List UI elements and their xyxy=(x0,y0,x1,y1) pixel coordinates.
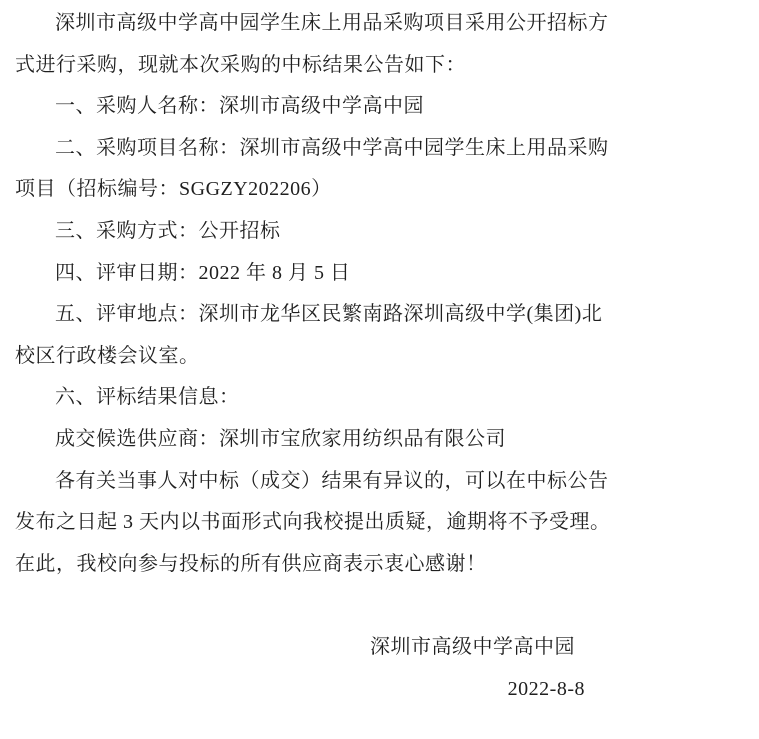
document-line: 深圳市高级中学高中园学生床上用品采购项目采用公开招标方 xyxy=(55,12,609,34)
document-line-thanks: 在此，我校向参与投标的所有供应商表示衷心感谢！ xyxy=(15,552,487,575)
document-line-objection: 各有关当事人对中标（成交）结果有异议的，可以在中标公告 xyxy=(55,469,609,492)
document-line-review-date: 四、评审日期：2022 年 8 月 5 日 xyxy=(55,261,351,284)
document-line-result-heading: 六、评标结果信息： xyxy=(55,386,240,409)
document-body xyxy=(0,3,759,710)
document-line-purchaser: 一、采购人名称：深圳市高级中学高中园 xyxy=(55,95,424,118)
document-line-bid-number: 项目（招标编号：SGGZY202206） xyxy=(15,178,332,201)
document-line: 发布之日起 3 天内以书面形式向我校提出质疑，逾期将不予受理。 xyxy=(15,511,611,534)
document-line: 式进行采购，现就本次采购的中标结果公告如下： xyxy=(15,53,466,76)
document-line-method: 三、采购方式：公开招标 xyxy=(55,219,281,242)
document-line-review-location: 五、评审地点：深圳市龙华区民繁南路深圳高级中学(集团)北 xyxy=(55,303,603,326)
blank-row xyxy=(15,585,749,627)
document-line-supplier: 成交候选供应商：深圳市宝欣家用纺织品有限公司 xyxy=(55,427,506,450)
document-line-project-name: 二、采购项目名称：深圳市高级中学高中园学生床上用品采购 xyxy=(55,136,609,159)
signature-date: 2022-8-8 xyxy=(507,677,585,700)
signature-name: 深圳市高级中学高中园 xyxy=(370,635,575,658)
document-line: 校区行政楼会议室。 xyxy=(15,344,200,367)
